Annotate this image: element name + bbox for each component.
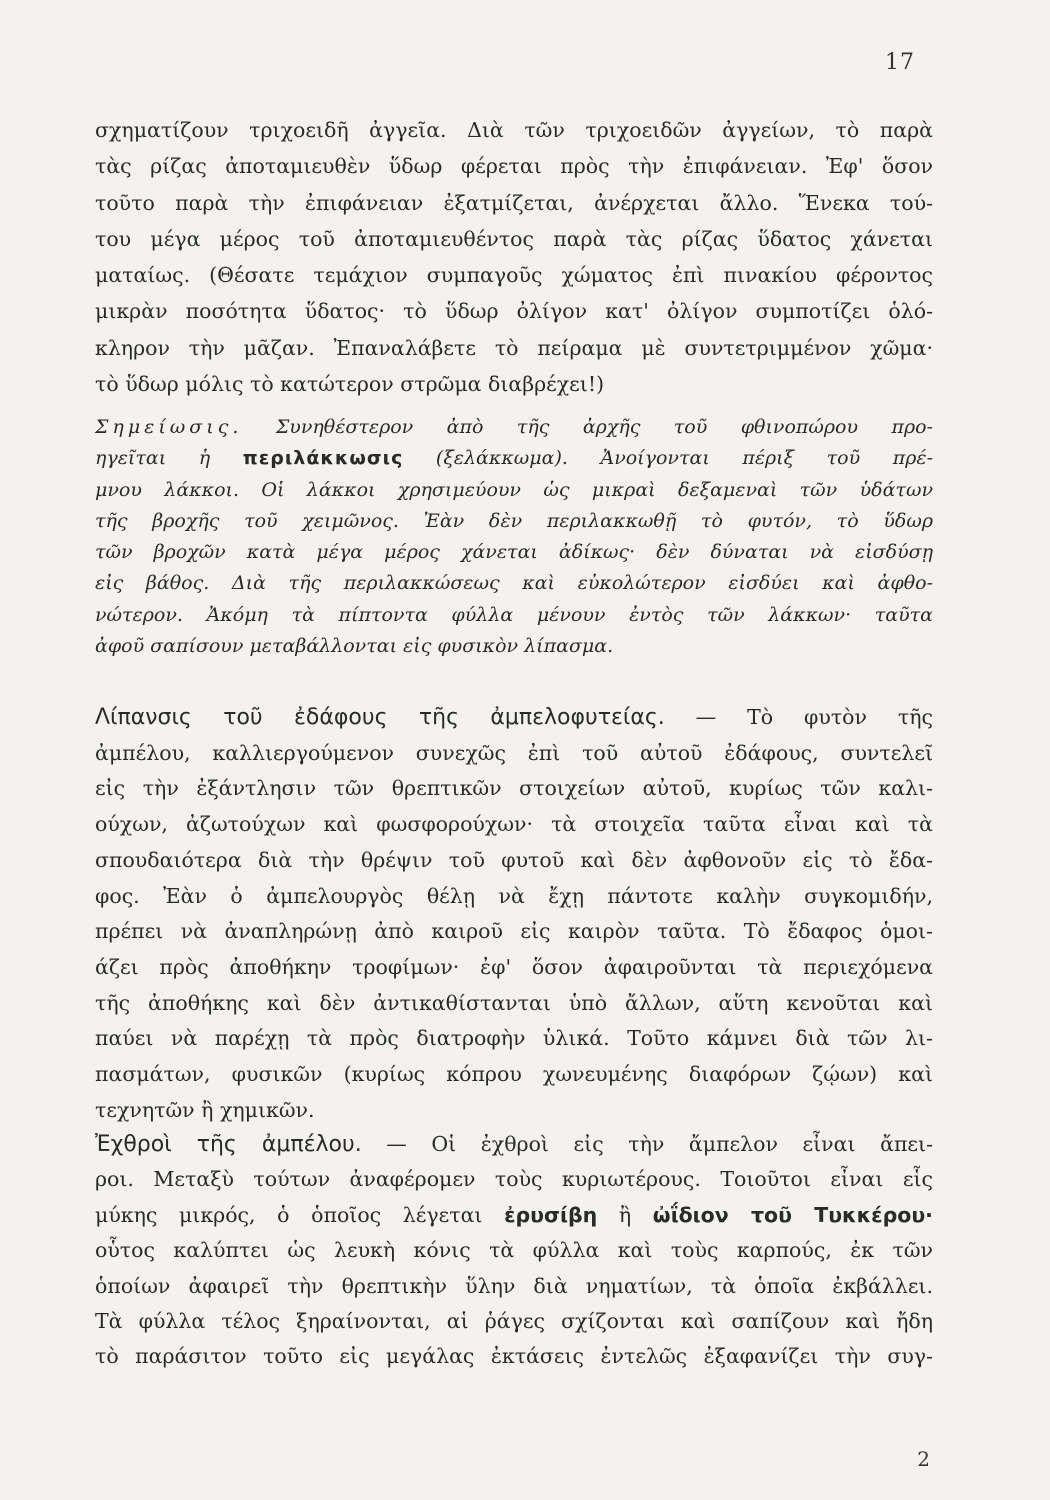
term-oidion: ὠΐδιον τοῦ Τυκκέρου·: [652, 1202, 933, 1227]
text-line: τὸ παράσιτον τοῦτο εἰς μεγάλας ἐκτάσεις ἐντελῶς ἐξαφανίζει τὴν συγ-: [95, 1344, 933, 1369]
note-text-a: ηγεῖται ἡ: [95, 447, 211, 470]
heading-line-rest: — Οἱ ἐχθροὶ εἰς τὴν ἄμπελον εἶναι ἄπει-: [386, 1132, 933, 1156]
text-line: [95, 1198, 933, 1233]
text-line: εἰς βάθος. Διὰ τῆς περιλακκώσεως καὶ εὐκολώτερον εἰσδύει καὶ ἀφθο-: [95, 572, 933, 595]
text-line: κληρον τὴν μᾶζαν. Ἐπαναλάβετε τὸ πείραμα μὲ συντετριμμένον χῶμα·: [95, 335, 933, 360]
text-line: σχηματίζουν τριχοειδῆ ἀγγεῖα. Διὰ τῶν τριχοειδῶν ἀγγείων, τὸ παρὰ: [95, 118, 933, 142]
paragraph-water-capillaries: [95, 112, 933, 402]
note-paragraph: [95, 412, 933, 662]
text-line: πρέπει νὰ ἀναπληρώνῃ ἀπὸ καιροῦ εἰς καιρὸν ταῦτα. Τὸ ἔδαφος ὁμοι-: [95, 919, 933, 944]
term-perilakkosis: περιλάκκωσις: [242, 447, 404, 470]
text-line: τῶν βροχῶν κατὰ μέγα μέρος χάνεται ἀδίκως· δὲν δύναται νὰ εἰσδύσῃ: [95, 541, 933, 564]
note-line-rest: Συνηθέστερον ἀπὸ τῆς ἀρχῆς τοῦ φθινοπώρου προ-: [275, 416, 933, 438]
text-line: παύει νὰ παρέχῃ τὰ πρὸς διατροφὴν ὑλικά. Τοῦτο κάμνει διὰ τῶν λι-: [95, 1026, 933, 1051]
text-line: μικρὰν ποσότητα ὕδατος· τὸ ὕδωρ ὀλίγον κατ' ὀλίγον συμποτίζει ὁλό-: [95, 299, 933, 324]
text-line: τῆς βροχῆς τοῦ χειμῶνος. Ἐὰν δὲν περιλακκωθῇ τὸ φυτόν, τὸ ὕδωρ: [95, 509, 933, 532]
heading-line-rest: — Τὸ φυτὸν τῆς: [695, 705, 933, 729]
text-line: ούχων, ἀζωτούχων καὶ φωσφορούχων· τὰ στοιχεῖα ταῦτα εἶναι καὶ τὰ: [95, 812, 933, 837]
text-line: τὰς ρίζας ἀποταμιευθὲν ὕδωρ φέρεται πρὸς τὴν ἐπιφάνειαν. Ἐφ' ὅσον: [95, 154, 933, 179]
text-line: ματαίως. (Θέσατε τεμάχιον συμπαγοῦς χώματος ἐπὶ πινακίου φέροντος: [95, 263, 933, 288]
text-line: [95, 443, 933, 474]
text-line: ἀμπέλου, καλλιεργούμενον συνεχῶς ἐπὶ τοῦ αὐτοῦ ἐδάφους, συντελεῖ: [95, 740, 933, 765]
text-line: [95, 412, 933, 443]
text-segment: ἢ: [618, 1202, 632, 1227]
paragraph-vine-enemies: [95, 1127, 933, 1375]
text-line: [95, 700, 933, 736]
paragraph-fertilization: [95, 700, 933, 1128]
text-line: οὗτος καλύπτει ὡς λευκὴ κόνις τὰ φύλλα καὶ τοὺς καρπούς, ἐκ τῶν: [95, 1238, 933, 1263]
page-number: 17: [885, 50, 915, 75]
term-erysivi: ἐρυσίβη: [504, 1202, 598, 1227]
text-line: τοῦτο παρὰ τὴν ἐπιφάνειαν ἐξατμίζεται, ἀνέρχεται ἄλλο. Ἕνεκα τού-: [95, 190, 933, 215]
text-line: [95, 1127, 933, 1162]
note-text-b: (ξελάκκωμα). Ἀνοίγονται πέριξ τοῦ πρέ-: [435, 447, 933, 470]
text-line: μνου λάκκοι. Οἱ λάκκοι χρησιμεύουν ὡς μικραὶ δεξαμεναὶ τῶν ὑδάτων: [95, 478, 933, 501]
text-line: τὸ ὕδωρ μόλις τὸ κατώτερον στρῶμα διαβρέχει!): [95, 372, 605, 397]
text-line: του μέγα μέρος τοῦ ἀποταμιευθέντος παρὰ τὰς ρίζας ὕδατος χάνεται: [95, 226, 933, 251]
text-line: πασμάτων, φυσικῶν (κυρίως κόπρου χωνευμένης διαφόρων ζῴων) καὶ: [95, 1062, 933, 1087]
text-line: σπουδαιότερα διὰ τὴν θρέψιν τοῦ φυτοῦ καὶ δὲν ἀφθονοῦν εἰς τὸ ἔδα-: [95, 847, 933, 872]
text-line: τεχνητῶν ἢ χημικῶν.: [95, 1097, 315, 1122]
section-heading-fertilization: Λίπανσις τοῦ ἐδάφους τῆς ἀμπελοφυτείας.: [95, 705, 665, 730]
text-line: Τὰ φύλλα τέλος ξηραίνονται, αἱ ῥάγες σχίζονται καὶ σαπίζουν καὶ ἤδη: [95, 1309, 933, 1334]
signature-mark: 2: [917, 1447, 930, 1471]
text-line: νώτερον. Ἀκόμη τὰ πίπτοντα φύλλα μένουν ἐντὸς τῶν λάκκων· ταῦτα: [95, 603, 933, 626]
text-line: άζει πρὸς ἀποθήκην τροφίμων· ἐφ' ὅσον ἀφαιροῦνται τὰ περιεχόμενα: [95, 954, 933, 979]
text-segment: μύκης μικρός, ὁ ὁποῖος λέγεται: [95, 1202, 483, 1227]
text-line: εἰς τὴν ἐξάντλησιν τῶν θρεπτικῶν στοιχείων αὐτοῦ, κυρίως τῶν καλι-: [95, 776, 933, 801]
note-label: Σημείωσις.: [95, 416, 243, 438]
text-line: τῆς ἀποθήκης καὶ δὲν ἀντικαθίστανται ὑπὸ ἄλλων, αὕτη κενοῦται καὶ: [95, 990, 933, 1015]
text-line: ὁποίων ἀφαιρεῖ τὴν θρεπτικὴν ὕλην διὰ νηματίων, τὰ ὁποῖα ἐκβάλλει.: [95, 1273, 933, 1298]
text-line: ἀφοῦ σαπίσουν μεταβάλλονται εἰς φυσικὸν λίπασμα.: [95, 635, 614, 658]
section-heading-enemies: Ἐχθροὶ τῆς ἀμπέλου.: [95, 1132, 362, 1157]
text-line: ροι. Μεταξὺ τούτων ἀναφέρομεν τοὺς κυριωτέρους. Τοιοῦτοι εἶναι εἷς: [95, 1167, 933, 1192]
text-line: φος. Ἐὰν ὁ ἀμπελουργὸς θέλῃ νὰ ἔχῃ πάντοτε καλὴν συγκομιδήν,: [95, 883, 933, 908]
